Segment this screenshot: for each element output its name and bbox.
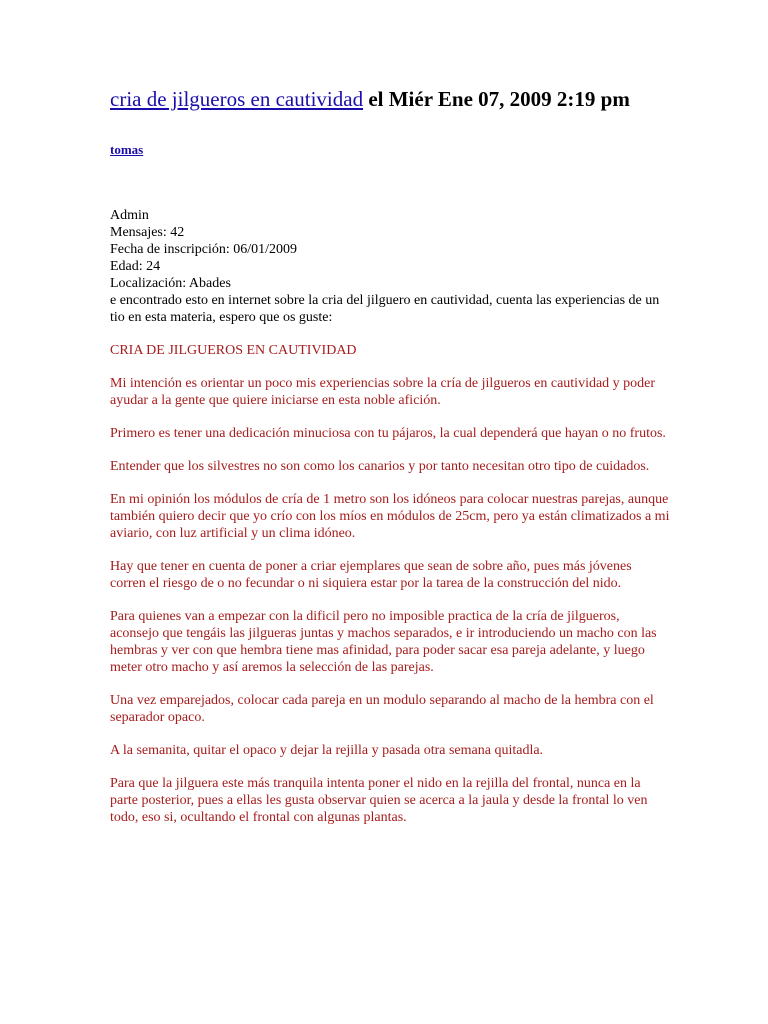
article-paragraph: Para que la jilguera este más tranquila intenta poner el nido en la rejilla del frontal, nunca en la parte posterior, pues a ellas les gusta observar quien se acerca a la jaula y desde la frontal lo ven todo, eso si, ocultando el frontal con algunas plantas. bbox=[110, 776, 648, 825]
post-title-link[interactable]: cria de jilgueros en cautividad bbox=[110, 87, 364, 111]
post-date: el Miér Ene 07, 2009 2:19 pm bbox=[363, 87, 630, 111]
article-paragraph: En mi opinión los módulos de cría de 1 metro son los idóneos para colocar nuestras parejas, aunque también quiero decir que yo crío con los míos en módulos de 25cm, pero ya están climatizados a mi aviario, con luz artificial y un clima idóneo. bbox=[110, 492, 670, 541]
article-paragraph: Para quienes van a empezar con la dificil pero no imposible practica de la cría de jilgueros, aconsejo que tengáis las jilgueras juntas y machos separados, e ir introduciendo un macho con las hembras y ver con que hembra tiene mas afinidad, para poder sacar esa pareja adelante, y luego meter otro macho y así aremos la selección de las parejas. bbox=[110, 609, 657, 675]
article-body bbox=[110, 342, 670, 826]
author-profile bbox=[110, 207, 670, 292]
author-registration-date: Fecha de inscripción: 06/01/2009 bbox=[110, 242, 298, 257]
forum-post bbox=[110, 86, 670, 842]
article-paragraph: Entender que los silvestres no son como los canarios y por tanto necesitan otro tipo de cuidados. bbox=[110, 459, 650, 474]
article-paragraph: A la semanita, quitar el opaco y dejar la rejilla y pasada otra semana quitadla. bbox=[110, 743, 544, 758]
article-paragraph: Primero es tener una dedicación minuciosa con tu pájaros, la cual dependerá que hayan o no frutos. bbox=[110, 426, 666, 441]
author-link[interactable]: tomas bbox=[110, 142, 144, 157]
author-role: Admin bbox=[110, 208, 149, 223]
author-location: Localización: Abades bbox=[110, 276, 231, 291]
post-intro: e encontrado esto en internet sobre la cria del jilguero en cautividad, cuenta las experiencias de un tio en esta materia, espero que os guste: bbox=[110, 293, 660, 325]
article-paragraph: Mi intención es orientar un poco mis experiencias sobre la cría de jilgueros en cautividad y poder ayudar a la gente que quiere iniciarse en esta noble afición. bbox=[110, 376, 656, 408]
article-heading: CRIA DE JILGUEROS EN CAUTIVIDAD bbox=[110, 343, 357, 358]
post-title bbox=[110, 86, 670, 112]
author-age: Edad: 24 bbox=[110, 259, 161, 274]
article-paragraph: Una vez emparejados, colocar cada pareja en un modulo separando al macho de la hembra con el separador opaco. bbox=[110, 693, 654, 725]
author-messages: Mensajes: 42 bbox=[110, 225, 185, 240]
article-paragraph: Hay que tener en cuenta de poner a criar ejemplares que sean de sobre año, pues más jóvenes corren el riesgo de o no fecundar o ni siquiera estar por la tarea de la construcción del nido. bbox=[110, 559, 632, 591]
